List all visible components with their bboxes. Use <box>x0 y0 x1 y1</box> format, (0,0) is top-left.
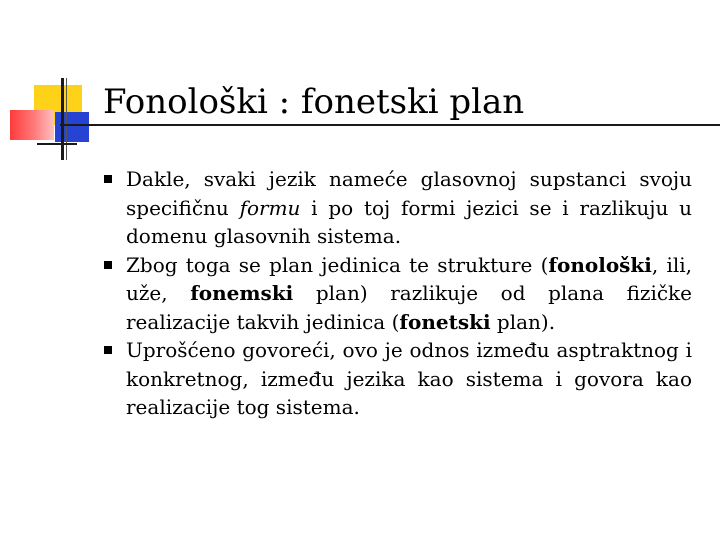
text-run-bold: fonetski <box>399 309 491 334</box>
text-run: Uprošćeno govoreći, ovo je odnos između asptraktnog i konkretnog, između jezika kao sistema i govora kao realizacije tog sistema. <box>126 338 692 419</box>
text-run: plan). <box>490 309 556 334</box>
text-run: i po toj formi jezici se i razlikuju u domenu glasovnih sistema. <box>126 195 692 248</box>
logo-red-square <box>10 110 54 140</box>
text-run: , ili, uže, <box>126 252 692 305</box>
logo-blue-square <box>55 112 89 142</box>
logo-vertical-line-thin <box>66 78 67 160</box>
logo-yellow-square <box>34 85 82 125</box>
bullet-item <box>110 251 692 337</box>
square-bullet-icon <box>104 175 112 183</box>
logo-vertical-line <box>61 78 64 160</box>
bullet-text <box>126 165 692 251</box>
text-run: Dakle, svaki jezik nameće glasovnoj supstanci svoju specifičnu <box>126 167 692 220</box>
bullet-item <box>110 336 692 422</box>
text-run-bold: fonemski <box>190 281 294 305</box>
title-underline <box>60 124 720 126</box>
text-run: plan) razlikuje od plana fizičke realizacije takvih jedinica ( <box>126 281 692 334</box>
bullet-text <box>126 336 692 422</box>
bullet-item <box>110 165 692 251</box>
square-bullet-icon <box>104 346 112 354</box>
text-run-bold: fonološki <box>548 252 652 277</box>
text-run-italic: formu <box>239 195 301 220</box>
text-run: Zbog toga se plan jedinica te strukture ( <box>126 252 549 277</box>
logo-horizontal-line <box>37 143 77 145</box>
bullet-list <box>110 165 692 422</box>
slide-title: Fonološki : fonetski plan <box>103 82 525 122</box>
bullet-text <box>126 251 692 337</box>
square-bullet-icon <box>104 261 112 269</box>
